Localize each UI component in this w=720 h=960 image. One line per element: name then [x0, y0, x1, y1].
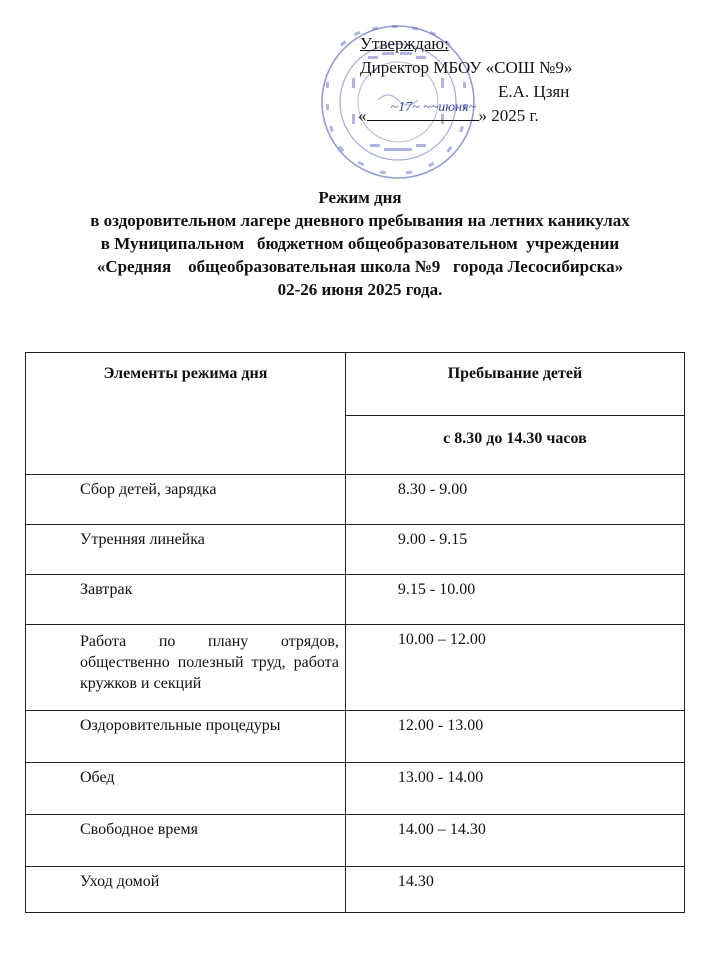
row-item: Утренняя линейка — [26, 525, 346, 575]
title-line-2: в оздоровительном лагере дневного пребывания на летних каникулах — [90, 211, 630, 230]
row-item: Работа по плану отрядов, общественно полезный труд, работа кружков и секций — [26, 625, 346, 711]
table-header-row — [26, 353, 685, 416]
date-year: 2025 г. — [491, 106, 539, 125]
date-close-quote: » — [478, 106, 487, 125]
table-row — [26, 711, 685, 763]
approval-date — [358, 100, 539, 126]
row-item: Свободное время — [26, 815, 346, 867]
row-item: Оздоровительные процедуры — [26, 711, 346, 763]
signature-line — [367, 100, 479, 121]
row-time: 14.00 – 14.30 — [345, 815, 684, 867]
row-time: 13.00 - 14.00 — [345, 763, 684, 815]
row-time: 9.00 - 9.15 — [345, 525, 684, 575]
approver-position: Директор МБОУ «СОШ №9» — [360, 58, 573, 77]
row-time: 9.15 - 10.00 — [345, 575, 684, 625]
approval-block — [318, 22, 648, 212]
title-line-4: «Средняя общеобразовательная школа №9 города Лесосибирска» — [96, 257, 624, 276]
table-row — [26, 525, 685, 575]
row-time: 10.00 – 12.00 — [345, 625, 684, 711]
title-line-1: Режим дня — [318, 188, 402, 207]
col1-header: Элементы режима дня — [26, 353, 346, 475]
table-row — [26, 867, 685, 913]
col2-header: Пребывание детей — [345, 353, 684, 416]
title-line-5: 02-26 июня 2025 года. — [277, 280, 443, 299]
title-line-3: в Муниципальном бюджетном общеобразовательном учреждении — [100, 234, 620, 253]
table-row — [26, 625, 685, 711]
document-title — [0, 186, 720, 301]
schedule-table — [25, 352, 685, 913]
table-row — [26, 763, 685, 815]
handwritten-signature: ~17~ ~~июня~ — [390, 100, 477, 115]
row-item: Сбор детей, зарядка — [26, 475, 346, 525]
table-row — [26, 475, 685, 525]
col2-subheader: с 8.30 до 14.30 часов — [345, 416, 684, 475]
row-time: 12.00 - 13.00 — [345, 711, 684, 763]
table-row — [26, 575, 685, 625]
row-time: 14.30 — [345, 867, 684, 913]
row-time: 8.30 - 9.00 — [345, 475, 684, 525]
approve-label: Утверждаю: — [360, 34, 449, 53]
table-row — [26, 815, 685, 867]
date-open-quote: « — [358, 106, 367, 125]
approver-name: Е.А. Цзян — [498, 82, 570, 101]
row-item: Завтрак — [26, 575, 346, 625]
row-item: Уход домой — [26, 867, 346, 913]
row-item: Обед — [26, 763, 346, 815]
